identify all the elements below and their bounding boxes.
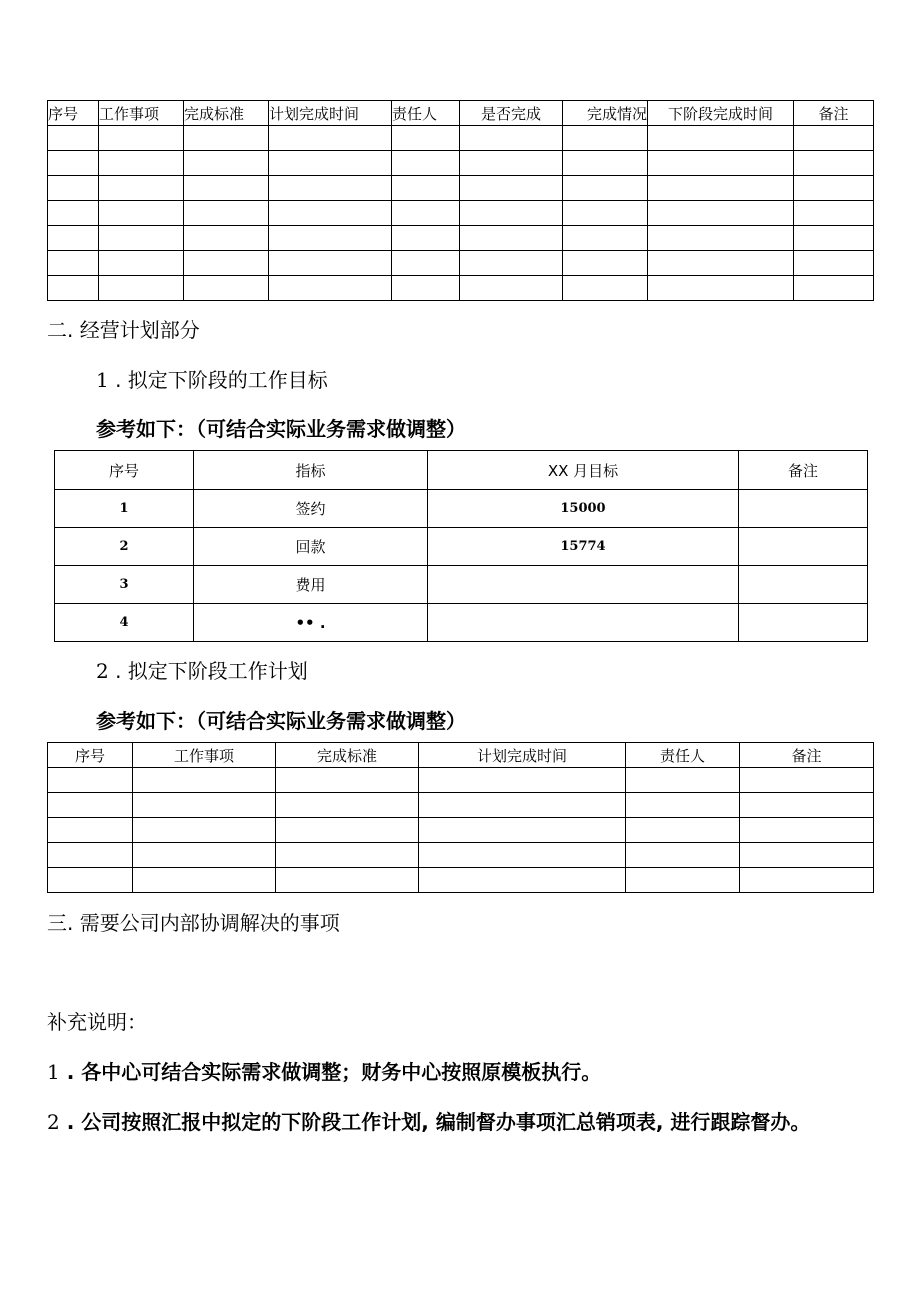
table-row xyxy=(48,226,874,251)
table-cell xyxy=(648,126,794,151)
table-header-row xyxy=(55,451,868,490)
table-cell xyxy=(184,126,269,151)
table-cell xyxy=(740,843,874,868)
table-cell xyxy=(460,151,563,176)
table-cell xyxy=(740,793,874,818)
table-cell xyxy=(460,276,563,301)
table-cell xyxy=(460,126,563,151)
target-cell: 15774 xyxy=(428,528,739,566)
table-row xyxy=(48,843,874,868)
table-cell xyxy=(99,151,184,176)
note-cell xyxy=(739,566,868,604)
table-cell xyxy=(648,226,794,251)
table-row xyxy=(48,151,874,176)
table-cell xyxy=(99,126,184,151)
table-cell xyxy=(48,868,133,893)
row-number: 4 xyxy=(55,604,194,642)
table-cell xyxy=(563,176,648,201)
table-cell xyxy=(133,818,276,843)
table-row xyxy=(55,490,868,528)
table-cell xyxy=(184,201,269,226)
table-cell xyxy=(276,768,419,793)
note-number: 1 xyxy=(47,1060,60,1084)
table-row xyxy=(55,604,868,642)
table-cell xyxy=(276,793,419,818)
table-header-row xyxy=(48,101,874,126)
table-cell xyxy=(392,251,460,276)
note-cell xyxy=(739,604,868,642)
table-cell xyxy=(133,843,276,868)
header-cell: 备注 xyxy=(794,101,874,126)
table-cell xyxy=(276,868,419,893)
table-cell xyxy=(48,176,99,201)
table-cell xyxy=(48,226,99,251)
target-cell: 15000 xyxy=(428,490,739,528)
table-cell xyxy=(794,176,874,201)
table-cell xyxy=(740,768,874,793)
header-cell: 计划完成时间 xyxy=(419,743,626,768)
table-cell xyxy=(392,201,460,226)
table-cell xyxy=(794,226,874,251)
table-cell xyxy=(392,126,460,151)
section-title-business-plan: 二. 经营计划部分 xyxy=(47,318,200,342)
table-row xyxy=(48,251,874,276)
table-row xyxy=(48,768,874,793)
header-cell: 备注 xyxy=(739,451,868,490)
table-cell xyxy=(269,176,392,201)
header-cell: 责任人 xyxy=(626,743,740,768)
table-cell xyxy=(794,126,874,151)
table-cell xyxy=(460,251,563,276)
table-cell xyxy=(648,201,794,226)
subsection-work-plan xyxy=(96,655,308,684)
table-cell xyxy=(276,843,419,868)
header-cell: 备注 xyxy=(740,743,874,768)
table-cell xyxy=(419,768,626,793)
reference-note: 参考如下：（可结合实际业务需求做调整） xyxy=(96,709,466,733)
header-cell: 责任人 xyxy=(392,101,460,126)
note-cell xyxy=(739,490,868,528)
table-cell xyxy=(48,126,99,151)
table-cell xyxy=(563,276,648,301)
indicator-cell: 回款 xyxy=(194,528,428,566)
supplement-title: 补充说明： xyxy=(47,1010,147,1034)
table-cell xyxy=(626,768,740,793)
table-cell xyxy=(648,151,794,176)
table-cell xyxy=(99,276,184,301)
table-cell xyxy=(392,276,460,301)
header-cell: 序号 xyxy=(55,451,194,490)
table-cell xyxy=(99,201,184,226)
table-header-row xyxy=(48,743,874,768)
header-cell: 计划完成时间 xyxy=(269,101,392,126)
table-cell xyxy=(740,818,874,843)
target-cell xyxy=(428,566,739,604)
table-cell xyxy=(740,868,874,893)
table-cell xyxy=(419,818,626,843)
subsection-work-goals xyxy=(96,364,328,393)
table-cell xyxy=(794,276,874,301)
table-cell xyxy=(419,843,626,868)
table-cell xyxy=(269,126,392,151)
subsection-text: . 拟定下阶段工作计划 xyxy=(115,659,308,683)
indicator-cell: •• . xyxy=(194,604,428,642)
table-cell xyxy=(626,793,740,818)
table-cell xyxy=(392,151,460,176)
table-row xyxy=(48,868,874,893)
header-cell: 序号 xyxy=(48,101,99,126)
header-cell: 完成情况 xyxy=(563,101,648,126)
reference-note: 参考如下：（可结合实际业务需求做调整） xyxy=(96,417,466,441)
header-cell: 下阶段完成时间 xyxy=(648,101,794,126)
subsection-number: 1 xyxy=(96,368,109,392)
table-row xyxy=(48,126,874,151)
table-cell xyxy=(626,818,740,843)
row-number: 2 xyxy=(55,528,194,566)
supplement-note-1 xyxy=(47,1056,601,1085)
subsection-number: 2 xyxy=(96,659,109,683)
table-row xyxy=(55,528,868,566)
table-cell xyxy=(563,151,648,176)
table-cell xyxy=(184,276,269,301)
progress-table xyxy=(47,100,874,301)
table-row xyxy=(48,176,874,201)
subsection-text: . 拟定下阶段的工作目标 xyxy=(115,368,328,392)
table-cell xyxy=(419,793,626,818)
row-number: 1 xyxy=(55,490,194,528)
header-cell: 指标 xyxy=(194,451,428,490)
table-cell xyxy=(563,126,648,151)
table-cell xyxy=(460,176,563,201)
table-cell xyxy=(184,151,269,176)
targets-table xyxy=(54,450,868,642)
table-cell xyxy=(626,868,740,893)
table-cell xyxy=(563,251,648,276)
table-cell xyxy=(184,226,269,251)
table-cell xyxy=(269,276,392,301)
table-cell xyxy=(48,793,133,818)
work-plan-table xyxy=(47,742,874,893)
supplement-note-2 xyxy=(47,1106,810,1135)
table-row xyxy=(48,818,874,843)
table-cell xyxy=(794,201,874,226)
table-row xyxy=(48,276,874,301)
table-cell xyxy=(48,201,99,226)
table-cell xyxy=(184,176,269,201)
table-cell xyxy=(133,793,276,818)
table-cell xyxy=(269,201,392,226)
table-cell xyxy=(184,251,269,276)
table-cell xyxy=(794,251,874,276)
header-cell: 工作事项 xyxy=(99,101,184,126)
table-cell xyxy=(48,251,99,276)
table-cell xyxy=(48,151,99,176)
table-cell xyxy=(392,176,460,201)
table-row xyxy=(48,793,874,818)
target-cell xyxy=(428,604,739,642)
table-cell xyxy=(563,201,648,226)
table-cell xyxy=(133,768,276,793)
table-cell xyxy=(99,251,184,276)
table-cell xyxy=(99,176,184,201)
indicator-cell: 签约 xyxy=(194,490,428,528)
table-cell xyxy=(269,226,392,251)
row-number: 3 xyxy=(55,566,194,604)
note-number: 2 xyxy=(47,1110,60,1134)
note-text: . 公司按照汇报中拟定的下阶段工作计划, 编制督办事项汇总销项表, 进行跟踪督办。 xyxy=(66,1110,811,1134)
table-cell xyxy=(648,276,794,301)
table-cell xyxy=(648,176,794,201)
indicator-cell: 费用 xyxy=(194,566,428,604)
table-cell xyxy=(99,226,184,251)
table-row xyxy=(55,566,868,604)
table-cell xyxy=(133,868,276,893)
table-cell xyxy=(563,226,648,251)
header-cell: 完成标准 xyxy=(276,743,419,768)
note-cell xyxy=(739,528,868,566)
table-cell xyxy=(648,251,794,276)
header-cell: 序号 xyxy=(48,743,133,768)
header-cell: 工作事项 xyxy=(133,743,276,768)
note-text: . 各中心可结合实际需求做调整；财务中心按照原模板执行。 xyxy=(66,1060,602,1084)
table-cell xyxy=(794,151,874,176)
table-cell xyxy=(626,843,740,868)
section-title-coordination: 三. 需要公司内部协调解决的事项 xyxy=(47,911,340,935)
table-cell xyxy=(269,251,392,276)
header-cell: 完成标准 xyxy=(184,101,269,126)
table-cell xyxy=(460,201,563,226)
table-cell xyxy=(269,151,392,176)
table-cell xyxy=(48,818,133,843)
table-cell xyxy=(460,226,563,251)
table-cell xyxy=(48,843,133,868)
table-row xyxy=(48,201,874,226)
header-cell: XX 月目标 xyxy=(428,451,739,490)
header-cell: 是否完成 xyxy=(460,101,563,126)
table-cell xyxy=(48,276,99,301)
table-cell xyxy=(48,768,133,793)
table-cell xyxy=(419,868,626,893)
table-cell xyxy=(276,818,419,843)
table-cell xyxy=(392,226,460,251)
